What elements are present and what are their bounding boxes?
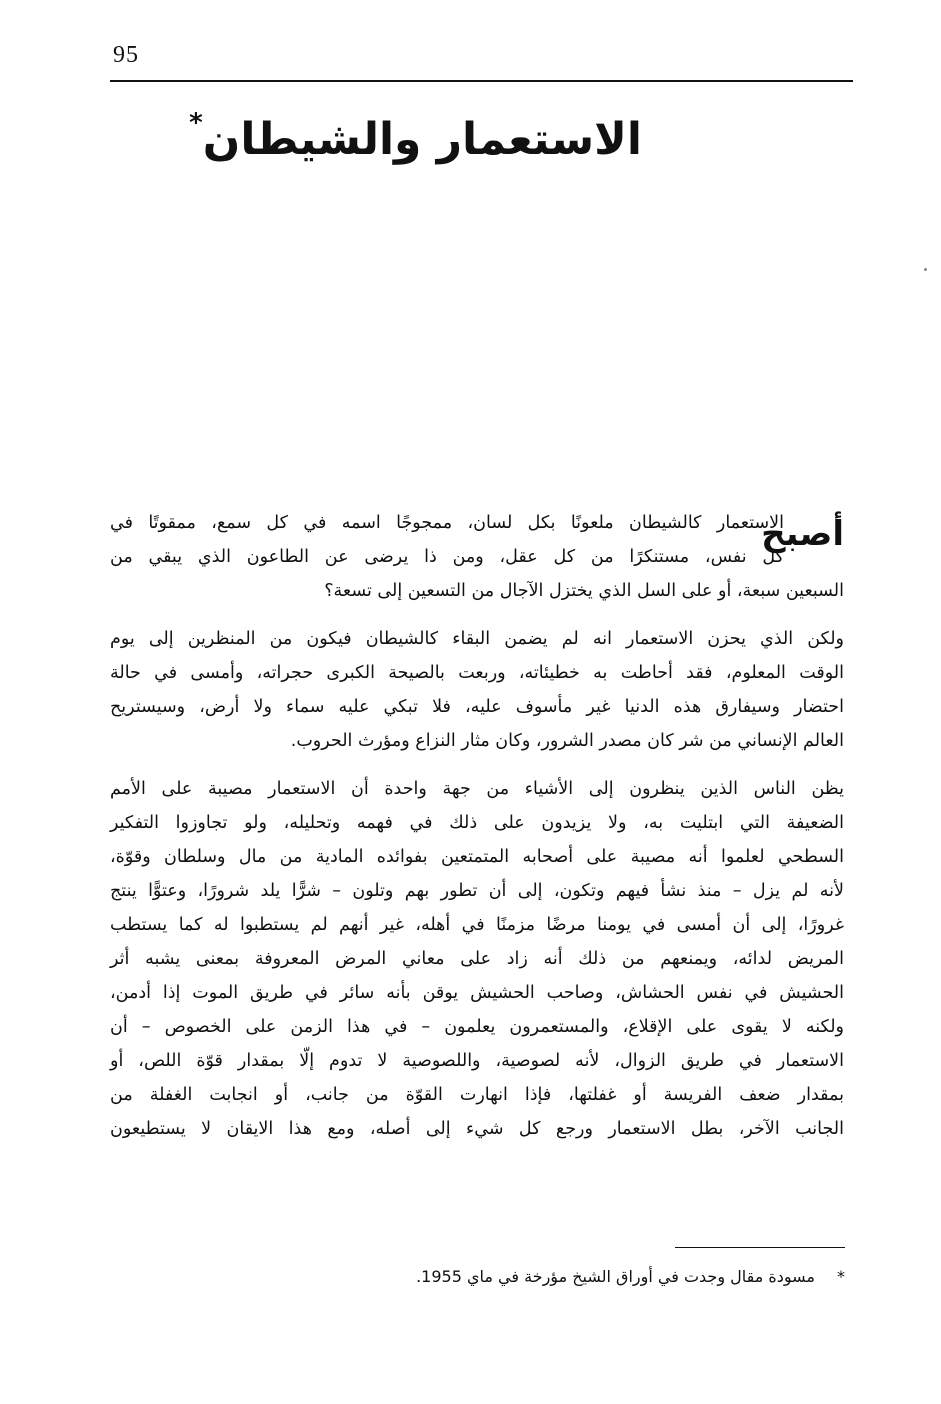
article-body (110, 506, 844, 1146)
paragraph-3 (110, 772, 844, 1146)
paragraph-line: العالم الإنساني من شر كان مصدر الشرور، وكان مثار النزاع ومؤرث الحروب. (290, 731, 844, 751)
paragraph-line: الاستعمار في طريق الزوال، لأنه لصوصية، واللصوصية لا تدوم إلّا بمقدار قوّة اللص، أو (110, 1051, 844, 1071)
paragraph-line: احتضار وسيفارق هذه الدنيا غير مأسوف عليه، فلا تبكي عليه سماء ولا أرض، وسيستريح (110, 697, 844, 717)
footnote-text: مسودة مقال وجدت في أوراق الشيخ مؤرخة في ماي 1955. (416, 1267, 815, 1286)
scan-speck (924, 268, 927, 271)
paragraph-line: كل نفس، مستنكرًا من كل عقل، ومن ذا يرضى عن الطاعون الذي يبقي من (110, 547, 784, 567)
drop-cap: أصبح (761, 514, 844, 554)
paragraph-line: ولكنه لا يقوى على الإقلاع، والمستعمرون يعلمون – في هذا الزمن على الخصوص – أن (110, 1017, 844, 1037)
paragraph-line: السطحي لعلموا أنه مصيبة على أصحابه المتمتعين بفوائده المادية من مال وسلطان وقوّة، (110, 847, 844, 867)
paragraph-line: الوقت المعلوم، فقد أحاطت به خطيئاته، وربعت بالصيحة الكبرى حجراته، وأمسى في حالة (110, 663, 844, 683)
footnote-marker: * (837, 1267, 845, 1286)
paragraph-line: السبعين سبعة، أو على السل الذي يختزل الآجال من التسعين إلى تسعة؟ (324, 581, 844, 601)
footnote-rule (675, 1247, 845, 1248)
footnote (300, 1262, 845, 1292)
paragraph-line: غرورًا، إلى أن أمسى في يومنا مرضًا مزمنًا في أهله، غير أنهم لم يستطبوا له كما يستطب (110, 915, 844, 935)
title-text: الاستعمار والشيطان (202, 114, 642, 165)
page-number: 95 (113, 42, 139, 68)
header-rule (110, 80, 853, 82)
page-title (110, 110, 642, 170)
title-footnote-marker: * (189, 108, 203, 138)
paragraph-line: الحشيش في نفس الحشاش، وصاحب الحشيش يوقن بأنه سائر في طريق الموت إذا أدمن، (110, 983, 844, 1003)
paragraph-1 (110, 506, 844, 608)
paragraph-line: بمقدار ضعف الفريسة أو غفلتها، فإذا انهارت القوّة من جانب، أو انجابت الغفلة من (110, 1085, 844, 1105)
paragraph-line: ولكن الذي يحزن الاستعمار انه لم يضمن البقاء كالشيطان فيكون من المنظرين إلى يوم (110, 629, 844, 649)
paragraph-line: المريض لدائه، ويمنعهم من ذلك أنه زاد على معاني المرض المعروفة بمعنى يشبه أثر (110, 949, 844, 969)
paragraph-line: يظن الناس الذين ينظرون إلى الأشياء من جهة واحدة أن الاستعمار مصيبة على الأمم (110, 779, 844, 799)
paragraph-line: الضعيفة التي ابتليت به، ولا يزيدون على ذلك في فهمه وتحليله، ولو تجاوزوا التفكير (110, 813, 844, 833)
paragraph-line: لأنه لم يزل – منذ نشأ فيهم وتكون، إلى أن تطور بهم وتلون – شرًّا يلد شرورًا، وعتوًّا ينتج (110, 881, 844, 901)
paragraph-2 (110, 622, 844, 758)
paragraph-line: الجانب الآخر، بطل الاستعمار ورجع كل شيء إلى أصله، ومع هذا الايقان لا يستطيعون (110, 1119, 844, 1139)
paragraph-line: الاستعمار كالشيطان ملعونًا بكل لسان، ممجوجًا اسمه في كل سمع، ممقوتًا في (110, 513, 784, 533)
